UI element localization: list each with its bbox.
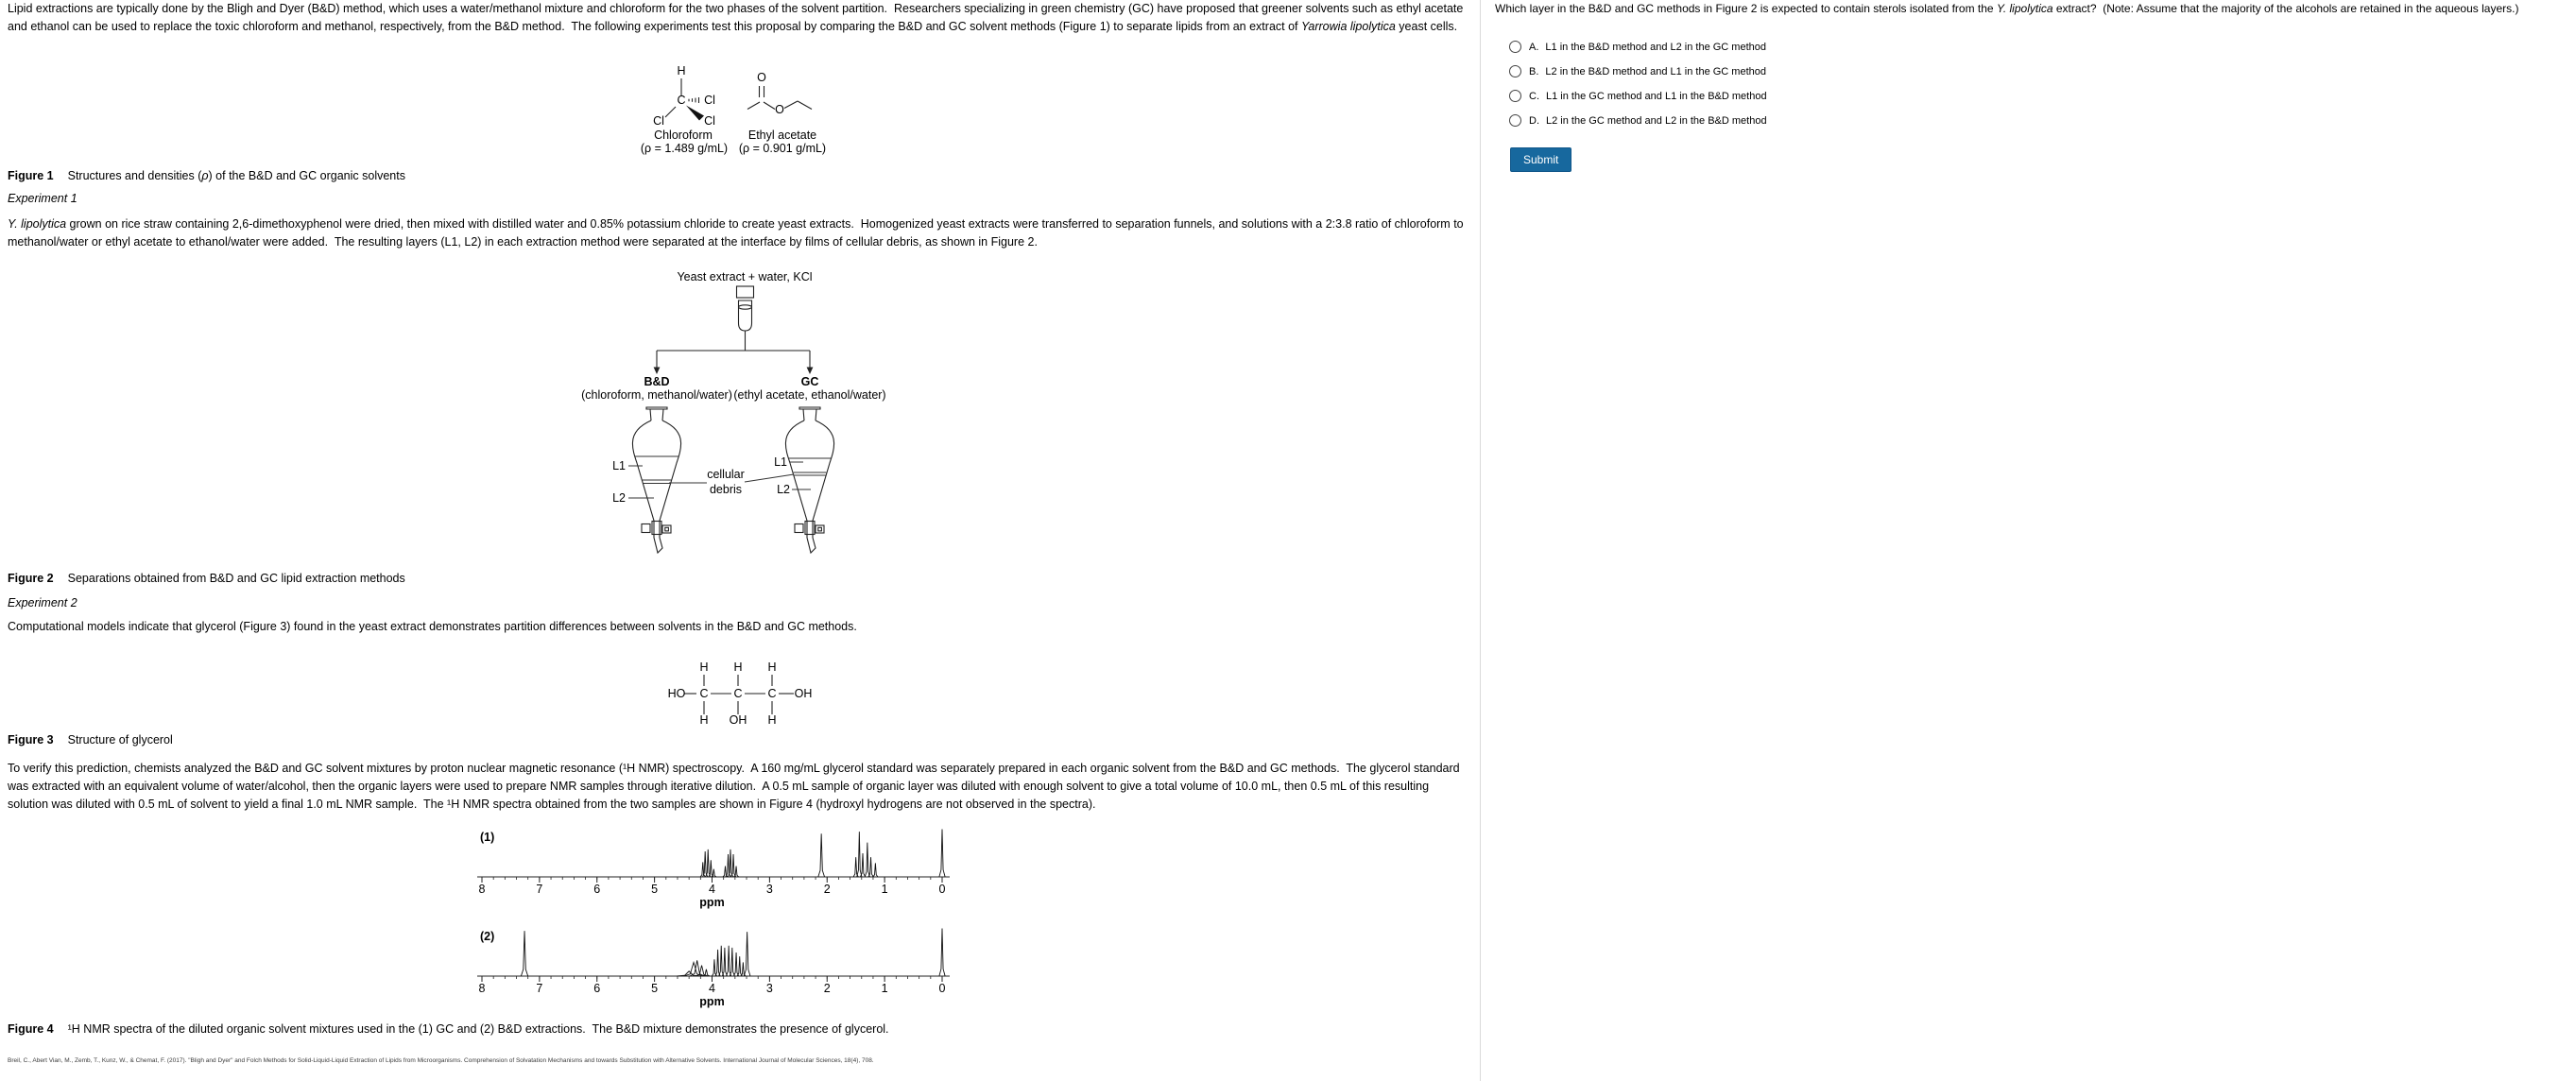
chloroform-name: Chloroform [654,129,713,142]
figure3-caption-label: Figure 3 [8,733,54,746]
option-d-text: L2 in the GC method and L2 in the B&D method [1546,114,1767,127]
svg-text:1: 1 [881,982,888,995]
option-d[interactable] [1509,114,1767,127]
chloroform-cl-left-label: Cl [653,114,664,128]
gc-solvents-label: (ethyl acetate, ethanol/water) [733,388,886,402]
option-c[interactable] [1509,90,1767,102]
figure4-caption: Figure 4 ¹H NMR spectra of the diluted organic solvent mixtures used in the (1) GC and (2) B&D extractions. The B&D mixture demonstrates the presence of glycerol. [8,1022,889,1036]
radio-button-b[interactable] [1509,65,1521,77]
svg-text:7: 7 [536,883,543,896]
svg-text:0: 0 [938,982,946,995]
chloroform-h-label: H [677,64,686,77]
glycerol-bottom-oh: OH [729,713,747,727]
gc-l2-label: L2 [777,483,790,496]
svg-text:ppm: ppm [699,995,725,1008]
paragraph-1-text: Lipid extractions are typically done by the Bligh and Dyer (B&D) method, which uses a water/methanol mixture and chloroform for the two phases of the solvent partition. Researchers specializing in green chemistry (GC) have proposed that greener solvents such as ethyl acetate and ethanol can be used to replace the toxic chloroform and methanol, respectively, from the B&D method. The following experiments test this proposal by comparing the B&D and GC solvent methods (Figure 1) to separate lipids from an extract of [8,2,1467,33]
option-a[interactable] [1509,41,1767,53]
spectrum-2-label: (2) [480,930,495,943]
figure1-caption-label: Figure 1 [8,169,54,182]
figure2-caption-label: Figure 2 [8,572,54,585]
svg-text:4: 4 [709,883,715,896]
option-a-letter: A. [1529,41,1539,53]
bd-l2-label: L2 [612,491,626,505]
gc-separatory-funnel [785,407,833,553]
species-name-italic: Y. lipolytica [8,217,67,231]
experiment-2-heading: Experiment 2 [8,596,77,609]
svg-text:ppm: ppm [699,896,725,909]
bd-separatory-funnel [632,407,680,553]
chloroform-c-label: C [677,94,686,107]
figure2-caption: Figure 2 Separations obtained from B&D and GC lipid extraction methods [8,572,405,585]
passage-paragraph-2: Y. lipolytica grown on rice straw containing 2,6-dimethoxyphenol were dried, then mixed with distilled water and 0.85% potassium chloride to create yeast extracts. Homogenized yeast extracts were transferred to separation funnels, and solutions with a 2:3.8 ratio of chloroform to methanol/water or ethyl acetate to ethanol/water were added. The resulting layers (L1, L2) in each extraction method were separated at the interface by films of cellular debris, as shown in Figure 2. [8,217,1468,249]
glycerol-c3: C [767,687,777,700]
svg-text:4: 4 [709,982,715,995]
figure3-glycerol [665,658,826,733]
vial-icon [737,286,754,331]
figure1-structures [612,60,886,163]
species-name-italic: Yarrowia lipolytica [1301,20,1396,33]
glycerol-ho-left: HO [667,687,686,700]
radio-button-d[interactable] [1509,114,1521,127]
figure4-caption-label: Figure 4 [8,1022,54,1036]
chloroform-density: (ρ = 1.489 g/mL) [640,142,729,155]
svg-text:0: 0 [938,883,946,896]
glycerol-bottom-h1: H [699,713,709,727]
passage-paragraph-4: To verify this prediction, chemists analyzed the B&D and GC solvent mixtures by proton nuclear magnetic resonance (¹H NMR) spectroscopy. A 160 mg/mL glycerol standard was separately prepared in each organic solvent from the B&D and GC methods. The glycerol standard was extracted with an equivalent volume of water/alcohol, then the organic layers were used to prepare NMR samples through iterative dilution. A 0.5 mL sample of organic layer was diluted with enough solvent to give a total volume of 10.0 mL, then 0.5 mL of this resulting solution was diluted with 0.5 mL of solvent to yield a final 1.0 mL NMR sample. The ¹H NMR spectra obtained from the two samples are shown in Figure 4 (hydroxyl hydrogens are not observed in the spectra). [8,762,1464,811]
ethyl-acetate-density: (ρ = 0.901 g/mL) [738,142,827,155]
svg-text:2: 2 [823,982,831,995]
svg-text:2: 2 [823,883,831,896]
glycerol-top-h1: H [699,661,709,674]
figure3-caption: Figure 3 Structure of glycerol [8,733,173,746]
glycerol-top-h3: H [767,661,777,674]
option-a-text: L1 in the B&D method and L2 in the GC method [1545,41,1766,53]
chloroform-cl-right-label: Cl [704,94,715,107]
question-panel [1481,0,2576,1081]
glycerol-c1: C [699,687,709,700]
nmr-spectrum-2 [477,924,987,1009]
rho-symbol: ρ [201,169,209,182]
arrow-down-icon [807,368,814,375]
svg-text:8: 8 [478,883,486,896]
spectrum-1-label: (1) [480,831,495,844]
passage-paragraph-1 [8,0,1465,36]
svg-text:7: 7 [536,982,543,995]
option-c-text: L1 in the GC method and L1 in the B&D method [1546,90,1767,102]
svg-text:1: 1 [881,883,888,896]
submit-button[interactable]: Submit [1510,147,1571,172]
svg-text:6: 6 [593,982,601,995]
svg-text:6: 6 [593,883,601,896]
nmr-spectrum-1 [477,825,987,910]
bd-branch-label: B&D [644,375,670,388]
figure2-diagram [567,272,919,575]
option-b-text: L2 in the B&D method and L1 in the GC method [1545,65,1766,77]
gc-branch-label: GC [800,375,819,388]
glycerol-oh-right: OH [794,687,813,700]
cellular-debris-label-line2: debris [709,483,743,496]
arrow-down-icon [654,368,661,375]
paragraph-1-end: yeast cells. [1395,20,1458,33]
cellular-debris-label-line1: cellular [707,468,745,481]
passage-paragraph-3: Computational models indicate that glycerol (Figure 3) found in the yeast extract demonstrates partition differences between solvents in the B&D and GC methods. [8,620,857,633]
source-citation: Breil, C., Abert Vian, M., Zemb, T., Kunz, W., & Chemat, F. (2017). "Bligh and Dyer" and Folch Methods for Solid-Liquid-Liquid Extraction of Lipids from Microorganisms. Comprehension of Solvatation Mechanisms and towards Substitution with Alternative Solvents. International Journal of Molecular Sciences, 18(4), 708. [8,1057,874,1064]
question-text: Which layer in the B&D and GC methods in Figure 2 is expected to contain sterols isolated from the Y. lipolytica extract? (Note: Assume that the majority of the alcohols are retained in the aqueous layers.) [1495,2,2519,15]
figure2-title: Yeast extract + water, KCl [677,272,813,283]
ethyl-acetate-name: Ethyl acetate [747,129,817,142]
radio-button-c[interactable] [1509,90,1521,102]
bd-l1-label: L1 [612,459,626,472]
species-name-italic: Y. lipolytica [1996,2,2053,15]
glycerol-top-h2: H [733,661,743,674]
svg-text:3: 3 [765,982,773,995]
radio-button-a[interactable] [1509,41,1521,53]
glycerol-bottom-h2: H [767,713,777,727]
experiment-1-heading: Experiment 1 [8,192,77,205]
bd-solvents-label: (chloroform, methanol/water) [581,388,732,402]
svg-text:8: 8 [478,982,486,995]
option-b[interactable] [1509,65,1767,77]
svg-text:3: 3 [765,883,773,896]
svg-text:5: 5 [651,883,659,896]
wedge-bond [686,106,704,121]
option-d-letter: D. [1529,114,1539,127]
chloroform-cl-bottom-label: Cl [704,114,715,128]
options-list [1509,41,1767,139]
glycerol-c2: C [733,687,743,700]
ethyl-acetate-ester-o-label: O [775,103,784,116]
option-b-letter: B. [1529,65,1539,77]
svg-text:5: 5 [651,982,659,995]
figure1-caption: Figure 1 Structures and densities (ρ) of the B&D and GC organic solvents [8,169,405,182]
ethyl-acetate-carbonyl-o-label: O [757,71,766,84]
gc-l1-label: L1 [774,455,787,469]
option-c-letter: C. [1529,90,1539,102]
